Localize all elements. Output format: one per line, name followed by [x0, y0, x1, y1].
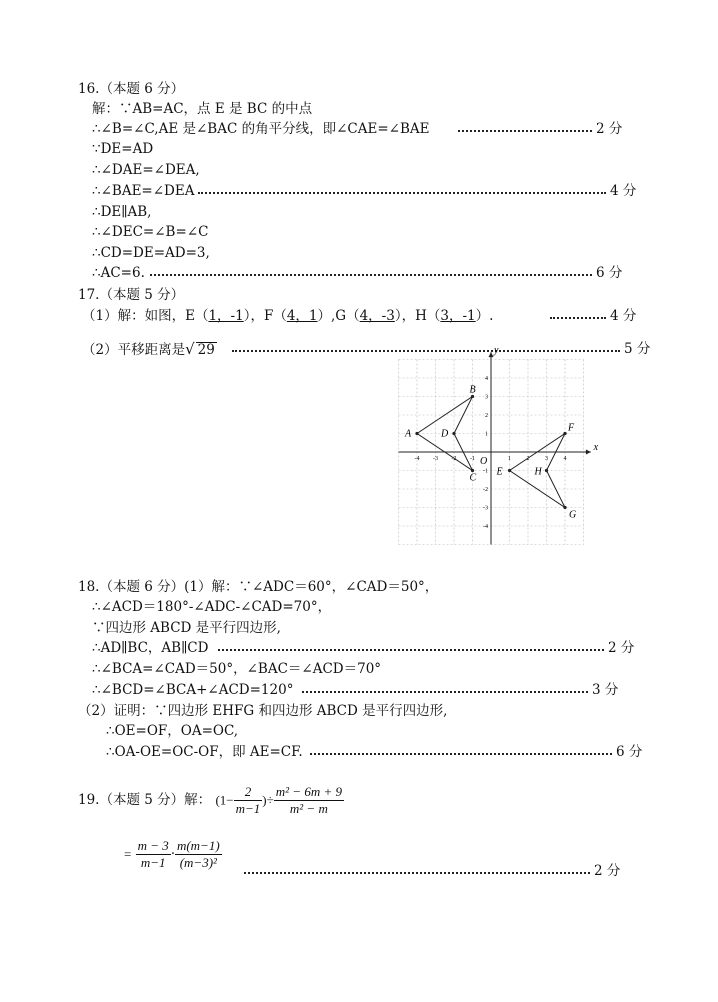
score-leader [302, 691, 588, 693]
q16-line-1: 解：∵AB=AC，点 E 是 BC 的中点 [92, 101, 313, 117]
origin-label: O [480, 456, 488, 467]
q16-title: 16.（本题 6 分） [78, 81, 185, 97]
q16-score-2: 4 分 [610, 183, 637, 199]
score-leader [550, 317, 606, 319]
q17-separator: ），H（ [394, 308, 441, 324]
fraction-numerator: m(m−1) [176, 838, 220, 853]
fraction [136, 838, 171, 871]
y-tick-label: -3 [483, 505, 488, 512]
point-e [508, 469, 511, 472]
q18-line-6: ∴∠BCD=∠BCA+∠ACD=120° [92, 682, 294, 698]
score-leader [150, 274, 592, 276]
point-label-f: F [568, 422, 575, 434]
x-tick-label: -1 [470, 456, 475, 462]
e-coordinate: 1，-1 [208, 308, 244, 324]
fraction-denominator: m−1 [140, 855, 166, 870]
q19-score: 2 分 [594, 863, 621, 879]
point-h [545, 469, 548, 472]
f-coordinate: 4，1 [286, 308, 318, 324]
y-axis-arrow [489, 352, 494, 357]
point-label-a: A [405, 428, 412, 440]
q17-separator: ）,G（ [317, 308, 360, 324]
q16-line-8: ∴CD=DE=AD=3, [92, 245, 210, 261]
fraction [175, 838, 222, 871]
q17-part1-prefix: （1）解：如图，E（ [82, 308, 209, 324]
x-axis-label: x [593, 442, 599, 453]
sqrt-radicand: 29 [197, 342, 215, 358]
point-label-g: G [569, 509, 577, 521]
y-axis-label: y [494, 345, 499, 357]
fraction-numerator: m − 3 [137, 838, 169, 853]
x-tick-label: -3 [433, 456, 438, 462]
q17-separator: ），F（ [243, 308, 287, 324]
q16-score-3: 6 分 [596, 265, 623, 281]
x-axis-arrow [586, 450, 591, 455]
score-leader [218, 649, 604, 651]
y-tick-label: 4 [485, 376, 488, 382]
q16-score-1: 2 分 [596, 121, 623, 137]
x-tick-label: -4 [414, 456, 420, 462]
score-leader [458, 130, 592, 132]
g-coordinate: 4，-3 [359, 308, 395, 324]
y-tick-label: -1 [483, 468, 488, 475]
y-tick-label: 1 [485, 431, 488, 438]
q18-line-1: 18.（本题 6 分）(1）解：∵∠ADC＝60°，∠CAD＝50°， [78, 579, 439, 595]
fraction-denominator: m² − m [289, 801, 328, 816]
q19-line-2 [124, 838, 222, 871]
x-tick-label: -2 [451, 456, 457, 462]
q17-score-1: 4 分 [610, 308, 637, 324]
q18-score-2: 3 分 [592, 682, 619, 698]
point-label-b: B [469, 384, 476, 396]
sqrt-sign: √ [185, 340, 195, 358]
score-leader [232, 350, 620, 352]
fraction [234, 784, 263, 817]
equals-sign: = [124, 846, 132, 862]
q19-line-1 [78, 784, 344, 817]
q18-line-2: ∴∠ACD＝180°-∠ADC-∠CAD=70°， [92, 599, 332, 615]
q17-part1-suffix: ）. [475, 308, 494, 324]
x-tick-label: 2 [526, 456, 530, 462]
fraction [274, 784, 344, 817]
expr-operator: )÷ [262, 792, 274, 808]
q16-line-2: ∴∠B=∠C,AE 是∠BAC 的角平分线，即∠CAE=∠BAE [92, 121, 430, 137]
q18-line-4: ∴AD∥BC，AB∥CD [92, 640, 209, 656]
expr-open: (1− [215, 792, 234, 808]
point-d [452, 432, 455, 435]
q16-line-6: ∴DE∥AB, [92, 204, 152, 220]
point-label-e: E [496, 466, 503, 478]
q17-part2 [82, 340, 217, 359]
x-tick-label: 3 [545, 456, 548, 462]
point-label-d: D [441, 428, 449, 440]
y-tick-label: 3 [485, 394, 488, 401]
score-leader [244, 872, 590, 874]
fraction-denominator: (m−3)² [179, 855, 217, 870]
q17-title: 17.（本题 5 分） [78, 287, 185, 303]
q17-part1 [82, 307, 493, 325]
q17-part2-prefix: （2）平移距离是 [82, 342, 186, 358]
point-label-h: H [534, 466, 542, 478]
q16-line-3: ∵DE=AD [92, 141, 154, 157]
fraction-numerator: m² − 6m + 9 [275, 784, 342, 799]
q19-title: 19.（本题 5 分）解： [78, 792, 212, 808]
x-tick-label: 1 [508, 456, 511, 462]
q18-line-8: ∴OE=OF，OA=OC, [106, 723, 239, 739]
coordinate-graph [393, 345, 599, 554]
q16-line-5: ∴∠BAE=∠DEA [92, 183, 195, 199]
point-g [563, 506, 566, 509]
y-tick-label: 2 [485, 413, 488, 419]
x-tick-label: 4 [563, 456, 567, 462]
fraction-denominator: m−1 [235, 801, 261, 816]
point-label-c: C [469, 472, 477, 484]
q18-line-9: ∴OA-OE=OC-OF，即 AE=CF. [106, 744, 303, 760]
q18-line-3: ∵四边形 ABCD 是平行四边形, [92, 620, 281, 636]
y-tick-label: -4 [483, 524, 488, 530]
h-coordinate: 3，-1 [440, 308, 476, 324]
multiply-dot: · [170, 846, 175, 862]
q16-line-9: ∴AC=6. [92, 265, 145, 281]
q18-score-1: 2 分 [608, 640, 635, 656]
q18-line-7: （2）证明：∵四边形 EHFG 和四边形 ABCD 是平行四边形, [78, 703, 448, 719]
q17-score-2: 5 分 [624, 341, 651, 357]
score-leader [310, 753, 612, 755]
point-f [563, 432, 566, 435]
q16-line-7: ∴∠DEC=∠B=∠C [92, 224, 209, 240]
q18-score-3: 6 分 [616, 744, 643, 760]
q18-line-5: ∴∠BCA=∠CAD＝50°，∠BAC＝∠ACD＝70° [92, 661, 382, 677]
fraction-numerator: 2 [234, 784, 263, 801]
q16-line-4: ∴∠DAE=∠DEA, [92, 162, 200, 178]
score-leader [198, 192, 606, 194]
y-tick-label: -2 [483, 487, 488, 493]
point-a [415, 432, 418, 435]
